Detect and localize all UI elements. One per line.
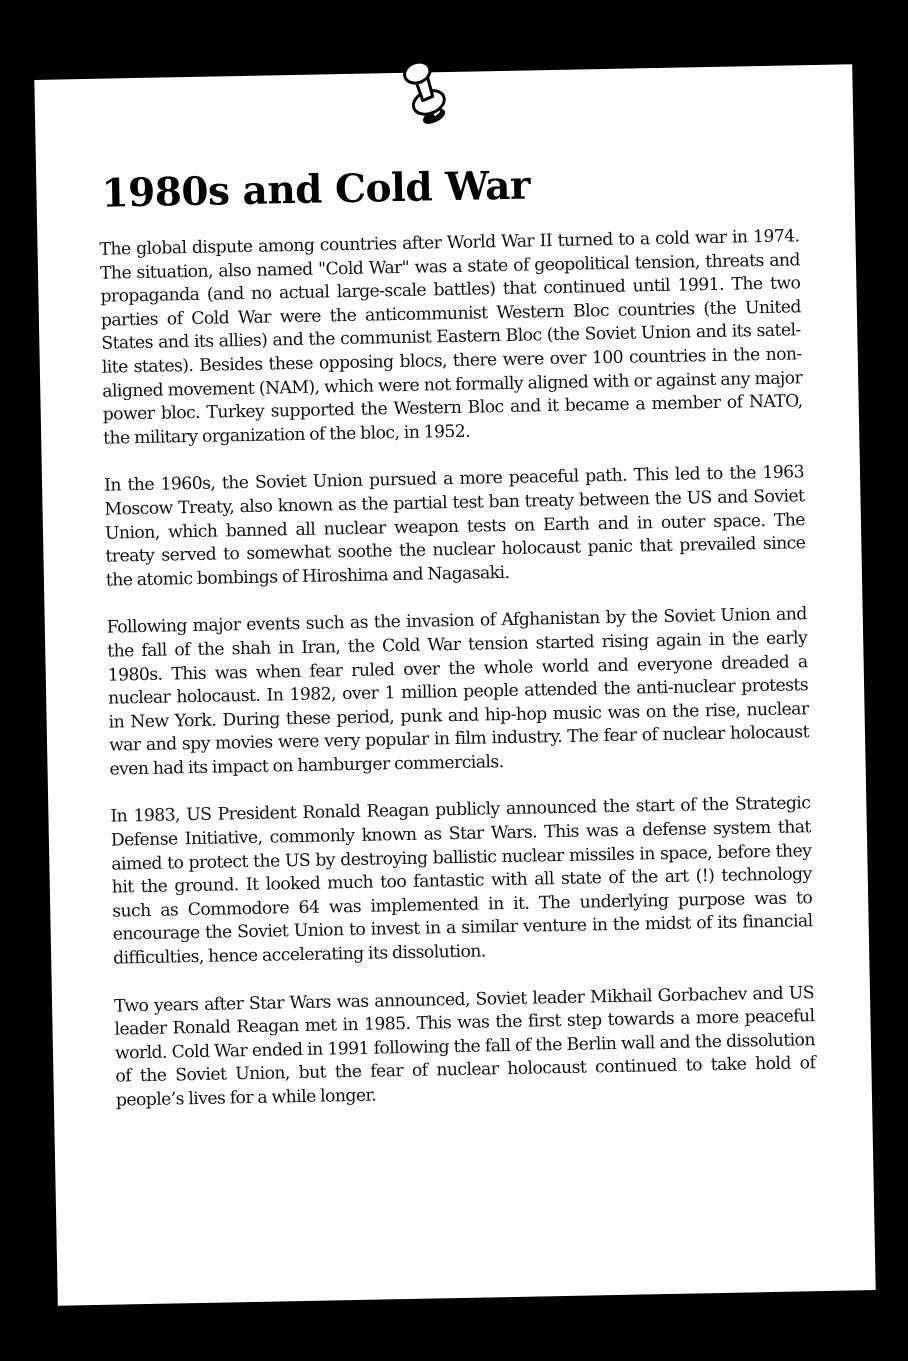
paragraph-star-wars: In 1983, US President Ronald Reagan publicly announced the start of the Strategic Defense Initiative, commonly known as Star Wars. This was a defense system that aimed to protect the US by destroying ballistic nuclear missiles in space, before they hit the ground. It looked much too fantastic with all state of the art (!) technology such as Commodore 64 was implemented in it. The underlying purpose was to encourage the Soviet Union to invest in a similar venture in the midst of its financial difficulties, hence accelerating its dissolution. [110, 793, 813, 969]
paper-sheet [34, 64, 875, 1305]
paragraph-end-of-cold-war: Two years after Star Wars was announced, Soviet leader Mikhail Gorbachev and US leader Ronald Reagan met in 1985. This was the first step towards a more peaceful world. Cold War ended in 1991 following the fall of the Berlin wall and the dissolution of the Soviet Union, but the fear of nuclear holocaust continued to take hold of people’s lives for a while longer. [113, 982, 816, 1111]
page-title: 1980s and Cold War [101, 162, 531, 217]
paragraph-cold-war-intro: The global dispute among countries after World War II turned to a cold war in 1974. The situation, also named "Cold War" was a state of geopolitical tension, threats and propaganda (and no actual large-scale battles) that continued until 1991. The two parties of Cold War were the anticommunist Western Bloc countries (the United States and its allies) and the communist Eastern Bloc (the Soviet Union and its satellite states). Besides these opposing blocs, there were over 100 countries in the non-aligned movement (NAM), which were not formally aligned with or against any major power bloc. Turkey supported the Western Bloc and it became a member of NATO, the military organization of the bloc, in 1952. [99, 226, 803, 449]
article-body [99, 225, 816, 1137]
paragraph-early-1980s: Following major events such as the invasion of Afghanistan by the Soviet Union and the fall of the shah in Iran, the Cold War tension started rising again in the early 1980s. This was when fear ruled over the whole world and everyone dreaded a nuclear holocaust. In 1982, over 1 million people attended the anti-nuclear protests in New York. During these period, punk and hip-hop music was on the rise, nuclear war and spy movies were very popular in film industry. The fear of nuclear holocaust even had its impact on hamburger commercials. [106, 604, 810, 780]
paragraph-1960s: In the 1960s, the Soviet Union pursued a more peaceful path. This led to the 1963 Moscow Treaty, also known as the partial test ban treaty between the US and Soviet Union, which banned all nuclear weapon tests on Earth and in outer space. The treaty served to somewhat soothe the nuclear holocaust panic that prevailed since the atomic bombings of Hiroshima and Nagasaki. [103, 462, 806, 591]
pushpin-icon [384, 50, 466, 132]
